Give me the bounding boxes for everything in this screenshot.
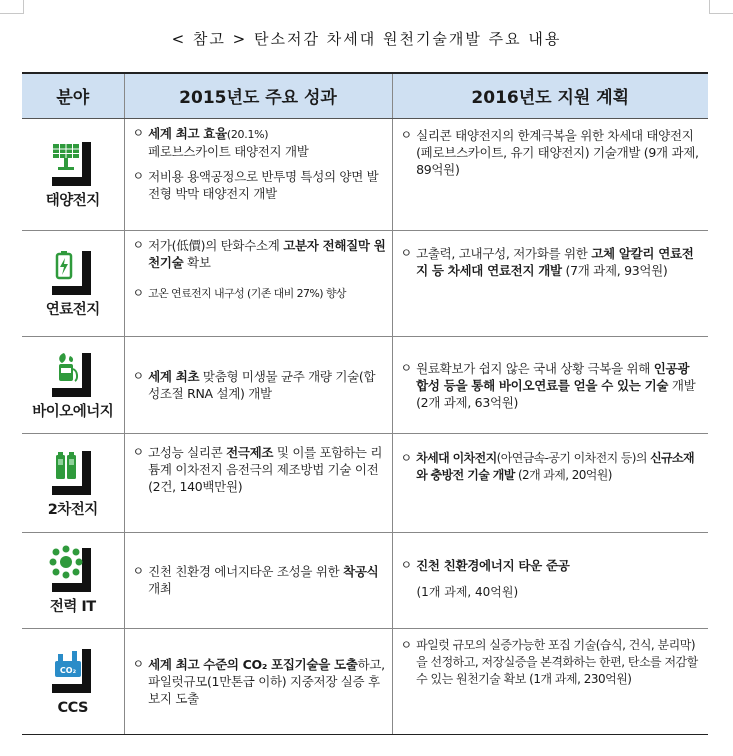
text: 및 이를 포함하는 리튬계 이차전지 음전극의 제조방법 기술 이전 (2건, 140백만원) <box>148 444 383 494</box>
field-cell <box>22 433 124 532</box>
bold-text: 고체 알칼리 연료전지 등 차세대 연료전지 개발 <box>416 245 694 278</box>
bold-text: 고분자 전해질막 원천기술 <box>148 237 386 270</box>
list-item <box>401 127 701 178</box>
field-label: 2차전지 <box>47 501 98 518</box>
field-cell <box>22 628 124 734</box>
plans-cell <box>392 118 708 230</box>
table-row <box>22 230 708 336</box>
bold-text: 인공광합성 등을 통해 바이오연료를 얻을 수 있는 기술 <box>416 361 690 393</box>
text: (20.1%) <box>226 127 269 141</box>
plan-detail: (1개 과제, 40억원) <box>416 584 519 599</box>
bold-text: 착공식 <box>343 564 379 579</box>
plans-cell <box>392 230 708 336</box>
text: 개발 (2개 과제, 63억원) <box>416 378 696 410</box>
plans-cell <box>392 336 708 433</box>
list-item <box>133 168 386 202</box>
bold-text: 세계 최고 효율 <box>148 125 227 141</box>
text: 고성능 실리콘 <box>148 444 227 460</box>
field-label: 바이오에너지 <box>32 403 114 420</box>
table-row <box>22 118 708 230</box>
list-item <box>401 360 701 411</box>
solar-panel-icon <box>48 138 98 190</box>
list-item <box>401 637 701 688</box>
field-cell <box>22 532 124 628</box>
text: (2개 과제, 20억원) <box>514 467 612 482</box>
secondary-battery-icon <box>48 447 98 499</box>
text: 실리콘 태양전지의 한계극복을 위한 차세대 태양전지(페로브스카이트, 유기 태양전지) 기술개발 (9개 과제, 89억원) <box>416 127 699 177</box>
results-cell <box>124 230 392 336</box>
list-item <box>401 245 701 279</box>
results-cell <box>124 336 392 433</box>
bullet: ㅇ <box>400 450 413 465</box>
text: (7개 과제, 93억원) <box>561 262 668 278</box>
text: 하고, 파일럿규모(1만톤급 이하) 지중저장 실증 후보지 도출 <box>148 656 385 706</box>
table-row <box>22 628 708 734</box>
results-cell <box>124 532 392 628</box>
bullet: ㅇ <box>132 125 145 140</box>
bullet: ㅇ <box>132 368 145 383</box>
text: 파일럿 규모의 실증가능한 포집 기술(습식, 건식, 분리막)을 선정하고, 저장실증을 본격화하는 한편, 탄소를 저감할 수 있는 원천기술 확보 (1개 과제, 230억원) <box>416 637 698 686</box>
list-item <box>133 237 386 271</box>
bold-text: 진천 친환경에너지 타운 준공 <box>416 557 570 573</box>
list-item <box>133 285 386 302</box>
text: 저비용 용액공정으로 반투명 특성의 양면 발전형 박막 태양전지 개발 <box>148 168 379 201</box>
tech-development-table <box>22 72 708 735</box>
list-item <box>133 563 386 597</box>
bullet: ㅇ <box>400 361 413 375</box>
bold-text: 세계 최고 수준의 CO₂ 포집기술을 도출 <box>148 656 358 672</box>
page-title: < 참고 > 탄소저감 차세대 원천기술개발 주요 내용 <box>171 30 562 48</box>
field-cell <box>22 336 124 433</box>
table-row <box>22 532 708 628</box>
page-corner-mark-right <box>709 0 733 14</box>
bullet: ㅇ <box>132 656 145 671</box>
field-label: 태양전지 <box>45 193 100 209</box>
table-header-row <box>22 73 708 118</box>
bold-text: 세계 최초 <box>148 368 200 384</box>
battery-charge-icon <box>48 247 98 299</box>
plans-cell <box>392 628 708 734</box>
bullet: ㅇ <box>132 444 145 459</box>
text: 진천 친환경 에너지타운 조성을 위한 <box>148 564 344 579</box>
results-cell <box>124 628 392 734</box>
energy-network-icon <box>48 544 98 596</box>
field-label: CCS <box>57 700 88 716</box>
list-item <box>133 125 386 160</box>
header-field: 분야 <box>22 73 124 118</box>
co2-capture-icon <box>48 645 98 697</box>
plans-cell <box>392 433 708 532</box>
text: 개최 <box>148 581 172 596</box>
results-cell <box>124 433 392 532</box>
header-plans: 2016년도 지원 계획 <box>392 73 708 118</box>
field-cell <box>22 230 124 336</box>
bold-text: 전극제조 <box>226 444 274 460</box>
text: (아연금속-공기 이차전지 등)의 <box>496 450 651 465</box>
text: 원료확보가 쉽지 않은 국내 상황 극복을 위해 <box>416 361 654 376</box>
bullet: ㅇ <box>132 168 145 183</box>
list-item <box>401 450 701 484</box>
bold-text: 차세대 이차전지 <box>416 450 497 465</box>
bullet: ㅇ <box>132 564 145 578</box>
header-results: 2015년도 주요 성과 <box>124 73 392 118</box>
list-item <box>133 368 386 402</box>
text: 고출력, 고내구성, 저가화를 위한 <box>416 245 592 261</box>
list-item <box>133 444 386 495</box>
bio-fuel-icon <box>48 349 98 401</box>
list-item <box>401 557 701 574</box>
table-row <box>22 433 708 532</box>
text: 맞춤형 미생물 균주 개량 기술(합성조절 RNA 설계) 개발 <box>148 368 376 401</box>
svg-text:CO₂: CO₂ <box>59 666 76 675</box>
text: 고온 연료전지 내구성 (기존 대비 27%) 향상 <box>148 286 346 300</box>
text: 저가(低價)의 탄화수소계 <box>148 237 284 253</box>
bullet: ㅇ <box>400 245 413 260</box>
list-item <box>133 656 386 707</box>
bullet: ㅇ <box>132 237 145 252</box>
bold-text: 신규소재와 충방전 기술 개발 <box>416 450 695 482</box>
text: 페로브스카이트 태양전지 개발 <box>148 143 309 159</box>
results-cell <box>124 118 392 230</box>
text: 확보 <box>183 254 211 270</box>
plans-cell <box>392 532 708 628</box>
table-row <box>22 336 708 433</box>
bullet: ㅇ <box>132 285 145 300</box>
page-corner-mark-left <box>0 0 24 14</box>
field-cell <box>22 118 124 230</box>
bullet: ㅇ <box>400 557 413 572</box>
bullet: ㅇ <box>400 127 413 142</box>
field-label: 전력 IT <box>49 599 96 615</box>
field-label: 연료전지 <box>45 302 100 318</box>
bullet: ㅇ <box>400 637 413 652</box>
